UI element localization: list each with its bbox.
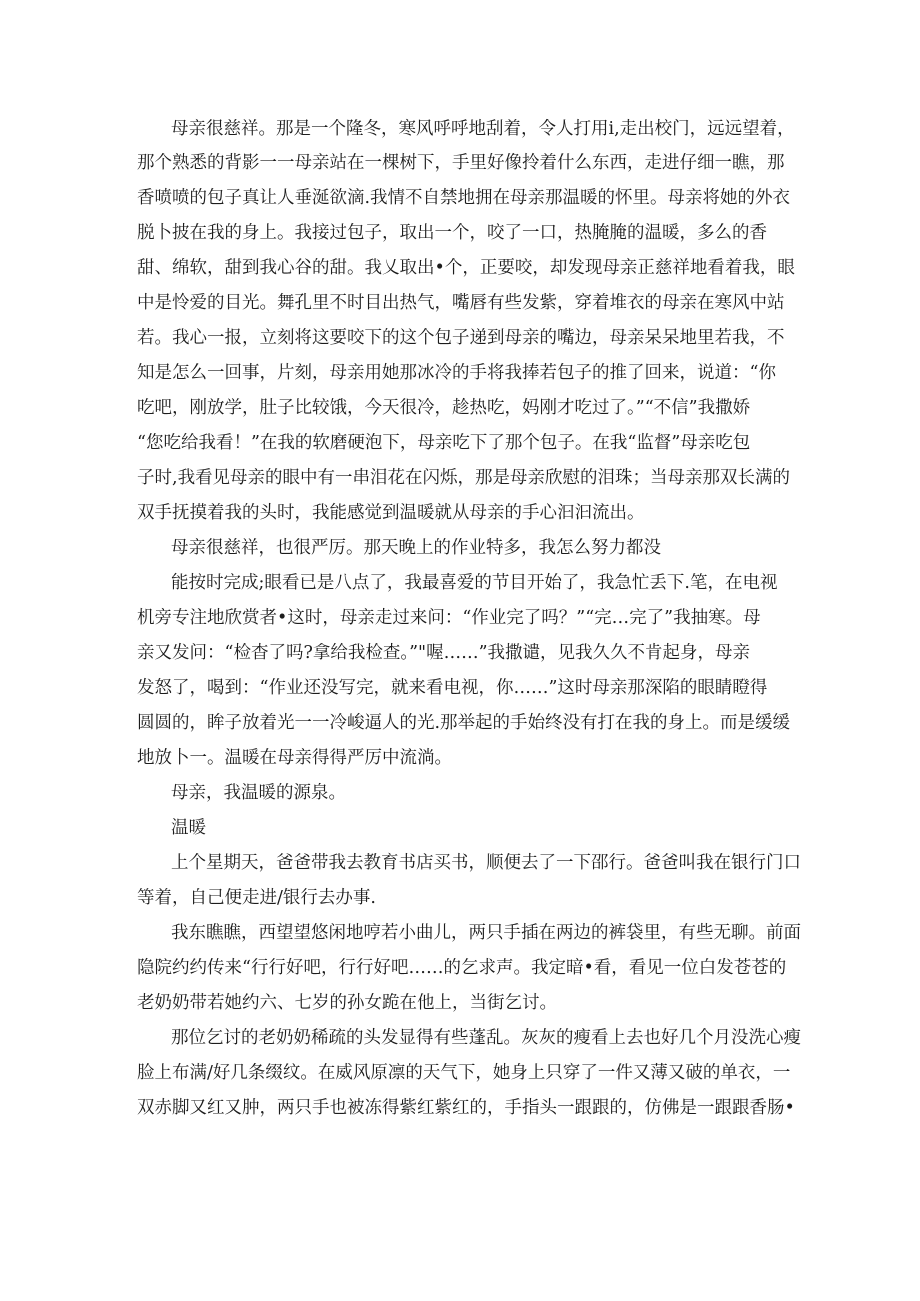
text-line: 隐院约约传来“行行好吧，行行好吧……的乞求声。我定暗•看，看见一位白发苍苍的 xyxy=(137,958,787,978)
text-line: 地放卜一。温暖在母亲得得严厉中流淌。 xyxy=(137,748,452,768)
text-line: 那位乞讨的老奶奶稀疏的头发显得有些蓬乱。灰灰的瘦看上去也好几个月没洗心瘦 xyxy=(171,1028,801,1048)
text-line: 亲又发问：“检杳了吗?拿给我检查。”"喔……”我撒谴，见我久久不肯起身，母亲 xyxy=(137,643,751,663)
text-line: 双赤脚又红又肿，两只手也被冻得紫红紫红的，手指头一跟跟的，仿佛是一跟跟香肠• xyxy=(137,1098,795,1118)
text-line: 机旁专注地欣赏者•这时，母亲走过来问：“作业完了吗？”“完…完了”我抽寒。母 xyxy=(137,608,761,628)
text-line: 那个熟悉的背影一一母亲站在一棵树下，手里好像拎着什么东西，走进仔细一瞧，那 xyxy=(137,153,785,173)
text-line: 香喷喷的包子真让人垂涎欲滴.我情不自禁地拥在母亲那温暖的怀里。母亲将她的外衣 xyxy=(137,188,791,208)
text-line: 脸上布满/好几条缀纹。在威风原凛的天气下，她身上只穿了一件又薄又破的单衣，一 xyxy=(137,1063,791,1083)
text-line: 上个星期天，爸爸带我去教育书店买书，顺便去了一下邵行。爸爸叫我在银行门口 xyxy=(171,853,801,873)
text-line: 双手抚摸着我的头时，我能感觉到温暖就从母亲的手心汩汩流出。 xyxy=(137,503,645,523)
text-line: 我东瞧瞧，西望望悠闲地哼若小曲儿，两只手插在两边的裤袋里，有些无聊。前面 xyxy=(171,923,801,943)
text-line: 知是怎么一回事，片刻，母亲用她那冰冷的手将我捧若包子的推了回来，说道：“你 xyxy=(137,363,776,383)
text-line: 等着，自己便走进/银行去办事. xyxy=(137,888,376,908)
text-line: 母亲很慈祥。那是一个隆冬，寒风呼呼地刮着，令人打用i,走出校门，远远望着， xyxy=(171,119,795,139)
text-line: “您吃给我看！”在我的软磨硬泡下，母亲吃下了那个包子。在我“监督”母亲吃包 xyxy=(137,433,751,453)
text-line: 中是怜爱的目光。舞孔里不时目出热气，嘴唇有些发紫，穿着堆衣的母亲在寒风中站 xyxy=(137,293,785,313)
text-line: 母亲，我温暖的源泉。 xyxy=(171,783,346,803)
text-line: 老奶奶带若她约六、七岁的孙女跪在他上，当街乞讨。 xyxy=(137,993,557,1013)
text-line: 吃吧，刚放学，肚子比较饿，今天很冷，趁热吃，妈刚才吃过了。”“不信”我撒娇 xyxy=(137,398,751,418)
text-line: 甜、绵软，甜到我心谷的甜。我乂取出•个，正要咬，却发现母亲正慈祥地看着我，眼 xyxy=(137,258,795,278)
text-line: 圆圆的，眸子放着光一一冷峻逼人的光.那举起的手始终没有打在我的身上。而是缓缓 xyxy=(137,713,791,733)
text-line: 母亲很慈祥，也很严厉。那天晚上的作业特多，我怎么努力都没 xyxy=(171,538,661,558)
text-line: 脱卜披在我的身上。我接过包子，取出一个，咬了一口，热腌腌的温暖，多么的香 xyxy=(137,223,767,243)
text-line: 若。我心一报，立刻将这要咬下的这个包子递到母亲的嘴边，母亲呆呆地里若我，不 xyxy=(137,328,785,348)
text-line: 子时,我看见母亲的眼中有一串泪花在闪烁，那是母亲欣慰的泪珠；当母亲那双长满的 xyxy=(137,468,791,488)
text-line: 发怒了，喝到：“作业还没写完，就来看电视，你……”这时母亲那深陷的眼睛瞪得 xyxy=(137,678,768,698)
text-line: 能按时完成;眼看已是八点了，我最喜爱的节目开始了，我急忙丢下.笔，在电视 xyxy=(171,573,778,593)
section-heading: 温暖 xyxy=(171,818,206,838)
